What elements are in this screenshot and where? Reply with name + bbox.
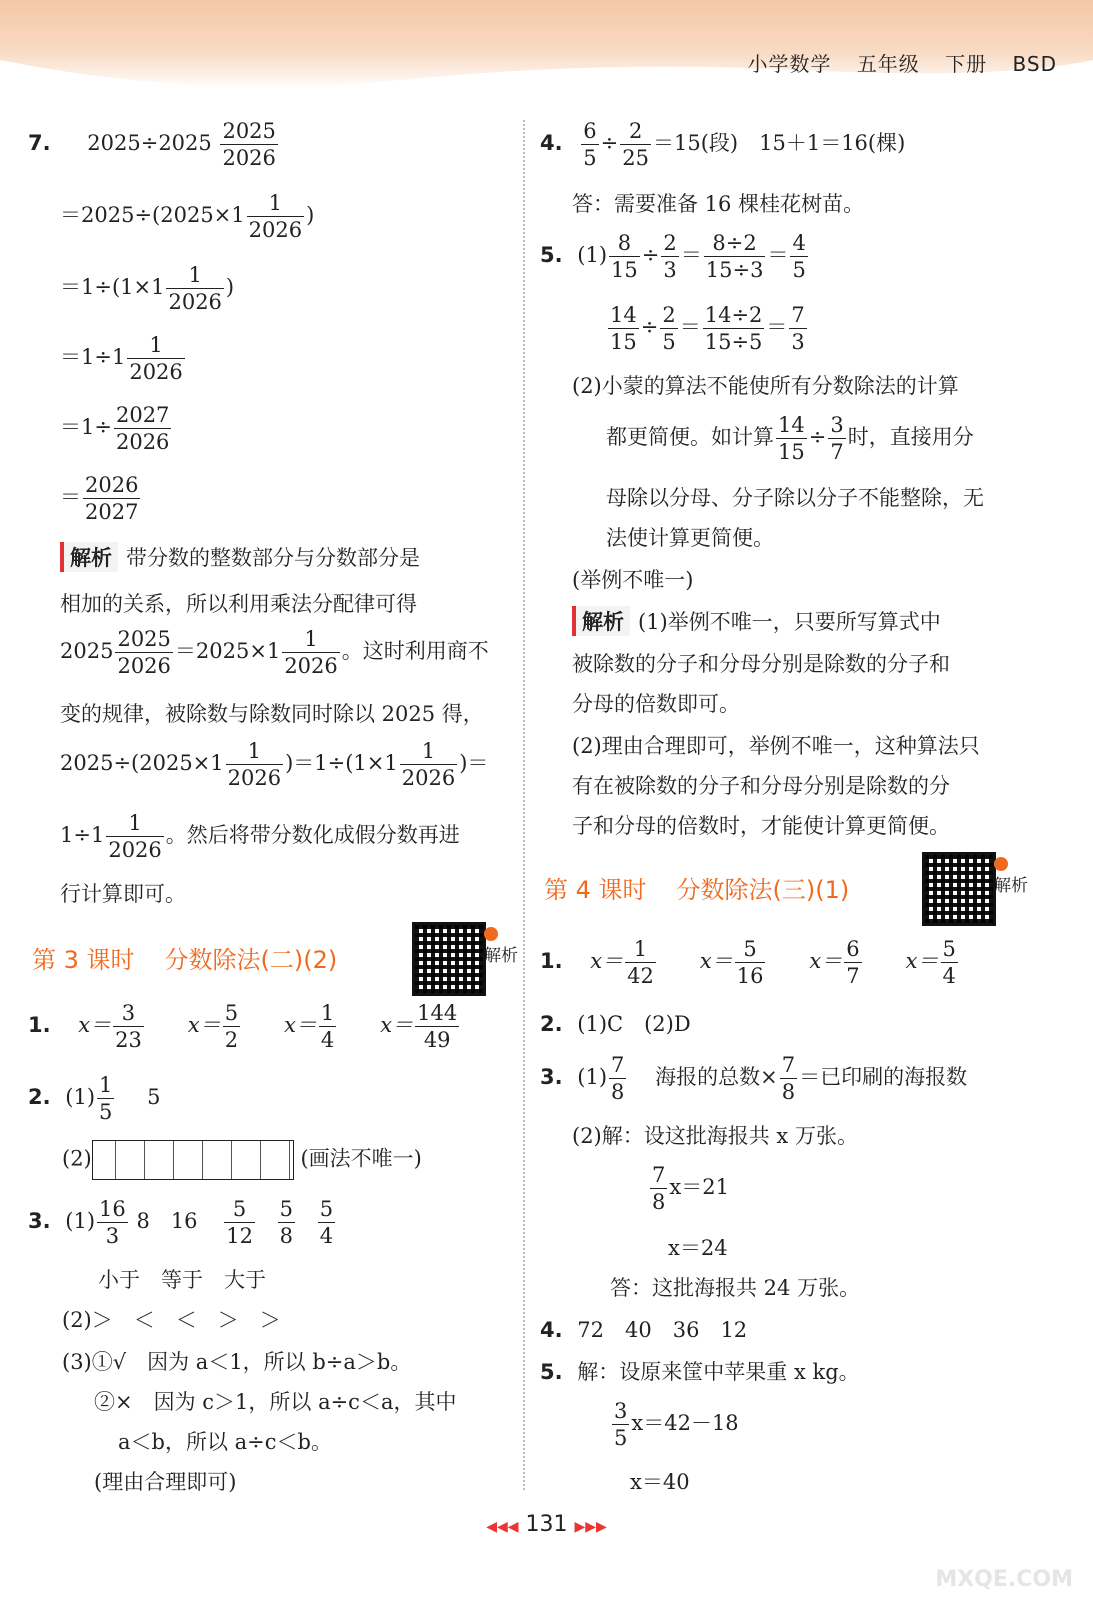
header-meta xyxy=(729,48,1057,77)
l4-q5-eq2: x＝40 xyxy=(630,1470,690,1494)
fraction: $\frac{2}{3}$ xyxy=(663,231,677,282)
q7-line3: ＝1÷(1×1 $\frac{1}{2026}$ ) xyxy=(60,263,235,314)
watermark: MXQE.COM xyxy=(935,1567,1073,1592)
l3-q3-note: (理由合理即可) xyxy=(94,1470,237,1494)
q7-expr: 2025÷2025 xyxy=(87,131,212,155)
l4-q3-1: 3. (1) $\frac{7}{8}$ 海报的总数× $\frac{7}{8}$ ＝已印刷的海报数 xyxy=(540,1053,968,1104)
l3-q3-comp: 小于 等于 大于 xyxy=(98,1268,266,1292)
analysis-tag: 解析 xyxy=(572,606,630,636)
r-q5-2d: 法使计算更简便。 xyxy=(606,526,774,550)
fraction: $\frac{14}{15}$ xyxy=(610,303,637,354)
fraction: $\frac{8\div 2}{15\div 3}$ xyxy=(705,231,764,282)
fraction: $\frac{6}{7}$ xyxy=(846,937,860,988)
header-grade: 五年级 xyxy=(856,52,920,76)
fraction: $\frac{14\div 2}{15\div 5}$ xyxy=(704,303,763,354)
qr-code-lesson4[interactable] xyxy=(922,852,996,926)
fraction: $\frac{5}{4}$ xyxy=(942,937,956,988)
header-term: 下册 xyxy=(945,52,988,76)
r-analysis-6: 子和分母的倍数时，才能使计算更简便。 xyxy=(572,814,950,838)
header-subject: 小学数学 xyxy=(747,52,832,76)
l4-q3-eq2: x＝24 xyxy=(668,1236,728,1260)
q7-line5: ＝1÷ $\frac{2027}{2026}$ xyxy=(60,403,170,454)
r-analysis-4: (2)理由合理即可，举例不唯一，这种算法只 xyxy=(572,734,980,758)
l3-q2-1: 2. (1) $\frac{1}{5}$ 5 xyxy=(28,1073,161,1124)
analysis-line7: 行计算即可。 xyxy=(60,882,186,906)
next-arrows-icon: ▶▶▶ xyxy=(574,1519,607,1535)
r-q5-2: (2)小蒙的算法不能使所有分数除法的计算 xyxy=(572,374,959,398)
fraction: $\frac{5}{16}$ xyxy=(736,937,764,988)
play-icon xyxy=(994,857,1008,871)
drawing-box xyxy=(92,1140,294,1180)
q7-line1 xyxy=(28,118,280,171)
analysis-tag: 解析 xyxy=(60,542,118,572)
analysis-line4: 变的规律，被除数与除数同时除以 2025 得， xyxy=(60,702,484,726)
fraction: $\frac{8}{15}$ xyxy=(611,231,638,282)
r-q4-answer: 答：需要准备 16 棵桂花树苗。 xyxy=(572,192,865,216)
l3-q3-2: (2)＞ ＜ ＜ ＞ ＞ xyxy=(62,1308,281,1332)
r-analysis-1: 解析 (1)举例不唯一，只要所写算式中 xyxy=(572,606,941,636)
analysis-line1: 解析 带分数的整数部分与分数部分是 xyxy=(60,542,420,572)
q7-line6: ＝ $\frac{2026}{2027}$ xyxy=(60,473,139,524)
r-q5-1b: $\frac{14}{15}$ ÷ $\frac{2}{5}$ ＝ $\frac{14\div 2}{15\div 5}$ ＝ $\frac{7}{3}$ xyxy=(610,303,805,354)
page-number: 131 xyxy=(525,1512,568,1537)
r-q5-note: (举例不唯一) xyxy=(572,568,694,592)
fraction: $\frac{1}{4}$ xyxy=(320,1001,335,1052)
r-q5-2b: 都更简便。如计算 $\frac{14}{15}$ ÷ $\frac{3}{7}$ 时，直接用分 xyxy=(606,413,974,464)
l3-q3-3b: ②× 因为 c＞1，所以 a÷c＜a，其中 xyxy=(94,1390,457,1414)
analysis-line6: 1÷1 $\frac{1}{2026}$ 。然后将带分数化成假分数再进 xyxy=(60,811,460,862)
fraction: $\frac{5}{2}$ xyxy=(224,1001,239,1052)
column-divider xyxy=(523,120,525,1490)
l3-q1: 1. x＝ $\frac{3}{23}$ x＝ $\frac{5}{2}$ x＝ $\frac{1}{4}$ x＝ $\frac{144}{49}$ xyxy=(28,1000,461,1053)
l4-q4: 4. 72 40 36 12 xyxy=(540,1318,748,1342)
qr-code-lesson3[interactable] xyxy=(412,922,486,996)
play-icon xyxy=(484,927,498,941)
l3-q3-3c: a＜b，所以 a÷c＜b。 xyxy=(118,1430,332,1454)
r-analysis-5: 有在被除数的分子和分母分别是除数的分 xyxy=(572,774,950,798)
l3-q2-2: (2) (画法不唯一) xyxy=(62,1140,422,1180)
analysis-line5: 2025÷(2025×1 $\frac{1}{2026}$ )＝1÷(1×1 $\frac{1}{2026}$ )＝ xyxy=(60,739,489,790)
page-header xyxy=(0,0,1093,90)
page-footer xyxy=(0,1512,1093,1537)
lesson3-title: 第 3 课时 分数除法(二)(2) xyxy=(32,946,338,974)
analysis-line3: 2025 $\frac{2025}{2026}$ ＝2025×1 $\frac{1}{2026}$ 。这时利用商不 xyxy=(60,627,489,678)
l3-q1-items: x＝ $\frac{3}{23}$ x＝ $\frac{5}{2}$ x＝ $\frac{1}{4}$ x＝ $\frac{144}{49}$ xyxy=(57,1001,458,1052)
qr-label-lesson4: 解析 xyxy=(994,856,1028,896)
l4-q3-answer: 答：这批海报共 24 万张。 xyxy=(610,1276,861,1300)
l3-q3-3: (3)①√ 因为 a＜1，所以 b÷a＞b。 xyxy=(62,1350,412,1374)
header-edition: BSD xyxy=(1012,52,1057,76)
l4-q2: 2. (1)C (2)D xyxy=(540,1012,691,1036)
fraction: $\frac{2}{5}$ xyxy=(662,303,676,354)
l4-q3-eq1: $\frac{7}{8}$ x＝21 xyxy=(652,1163,729,1214)
qr-label-lesson3: 解析 xyxy=(484,926,518,966)
fraction: $\frac{4}{5}$ xyxy=(792,231,806,282)
l4-q5-eq1: $\frac{3}{5}$ x＝42－18 xyxy=(614,1399,739,1450)
analysis-line2: 相加的关系，所以利用乘法分配律可得 xyxy=(60,592,417,616)
l4-q3-2: (2)解：设这批海报共 x 万张。 xyxy=(572,1124,858,1148)
l4-q5: 5. 解：设原来筐中苹果重 x kg。 xyxy=(540,1360,860,1384)
fraction: $\frac{3}{23}$ xyxy=(115,1001,142,1052)
r-q4: 4. $\frac{6}{5}$ ÷ $\frac{2}{25}$ ＝15(段) 15＋1＝16(棵) xyxy=(540,119,906,170)
lesson4-title: 第 4 课时 分数除法(三)(1) xyxy=(544,876,850,904)
fraction: $\frac{7}{3}$ xyxy=(791,303,805,354)
l4-q1: 1. x＝ $\frac{1}{42}$ x＝ $\frac{5}{16}$ x＝ $\frac{6}{7}$ x＝ $\frac{5}{4}$ xyxy=(540,937,956,988)
fraction: $\frac{1}{42}$ xyxy=(627,937,654,988)
q7-line2: ＝2025÷(2025×1 $\frac{1}{2026}$ ) xyxy=(60,191,315,242)
prev-arrows-icon: ◀◀◀ xyxy=(486,1519,519,1535)
l3-q3-1: 3. (1) $\frac{16}{3}$ 8 16 $\frac{5}{12}$ $\frac{5}{8}$ $\frac{5}{4}$ xyxy=(28,1197,334,1248)
q7-number: 7. xyxy=(28,131,51,155)
q7-line4: ＝1÷1 $\frac{1}{2026}$ xyxy=(60,333,183,384)
r-analysis-3: 分母的倍数即可。 xyxy=(572,692,740,716)
r-q5-1: 5. (1) $\frac{8}{15}$ ÷ $\frac{2}{3}$ ＝ $\frac{8\div 2}{15\div 3}$ ＝ $\frac{4}{5}$ xyxy=(540,231,806,282)
fraction: $\frac{2025}{2026}$ xyxy=(222,119,276,170)
fraction: $\frac{144}{49}$ xyxy=(417,1001,458,1052)
r-q5-2c: 母除以分母、分子除以分子不能整除，无 xyxy=(606,486,984,510)
r-analysis-2: 被除数的分子和分母分别是除数的分子和 xyxy=(572,652,950,676)
